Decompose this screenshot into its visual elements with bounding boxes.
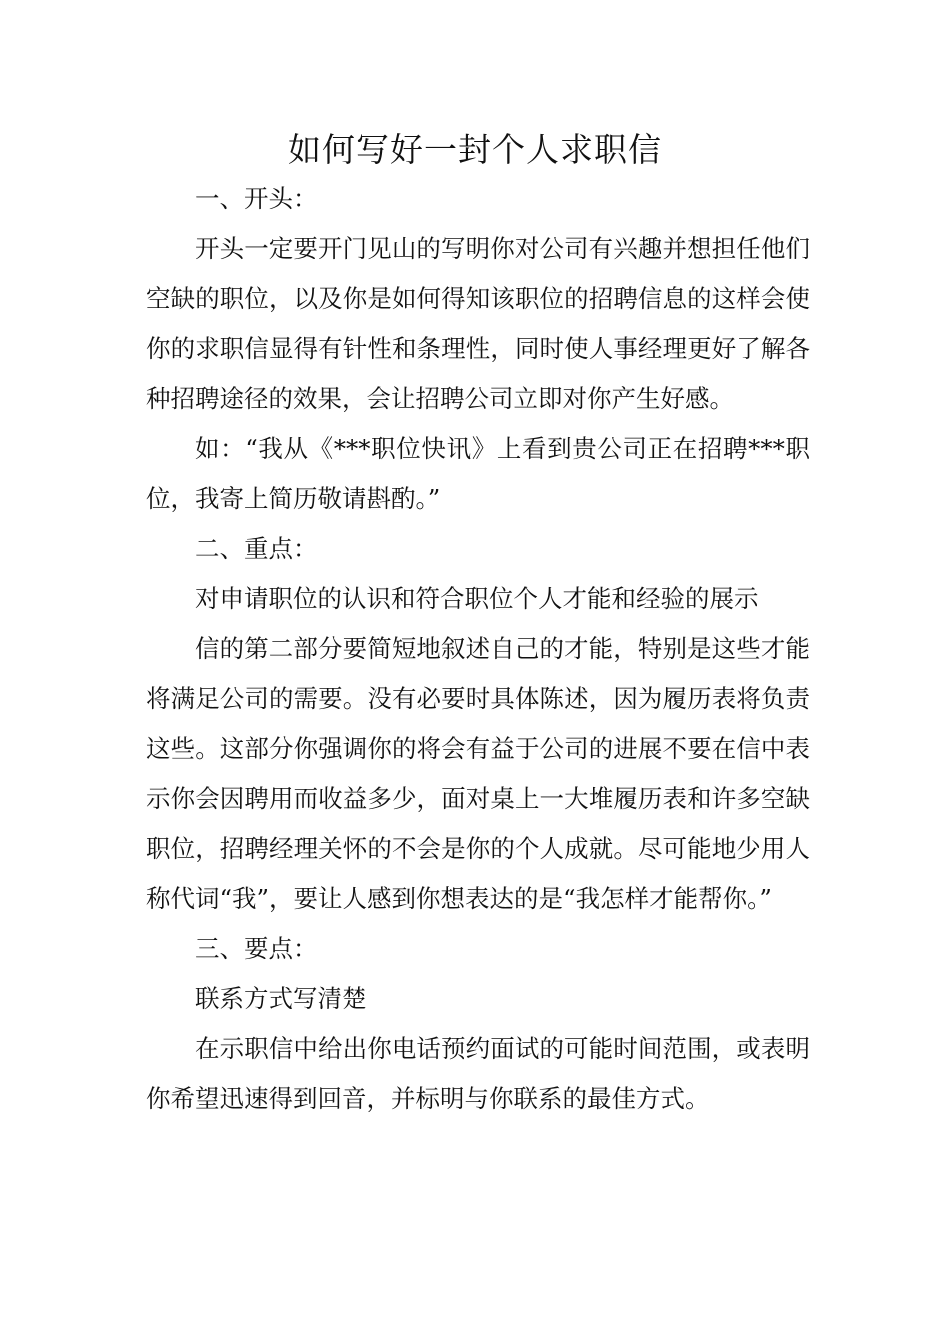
paragraph-focus: 信的第二部分要简短地叙述自己的才能，特别是这些才能将满足公司的需要。没有必要时具体陈述，因为履历表将负责这些。这部分你强调你的将会有益于公司的进展不要在信中表示你会因聘用而收益多少，面对桌上一大堆履历表和许多空缺职位，招聘经理关怀的不会是你的个人成就。尽可能地少用人称代词“我”，要让人感到你想表达的是“我怎样才能帮你。” [146,634,810,913]
page-title: 如何写好一封个人求职信 [288,130,662,169]
paragraph-opening: 开头一定要开门见山的写明你对公司有兴趣并想担任他们空缺的职位，以及你是如何得知该职位的招聘信息的这样会使你的求职信显得有针性和条理性，同时使人事经理更好了解各种招聘途径的效果，会让招聘公司立即对你产生好感。 [146,234,810,413]
section-heading-key-points: 三、要点： [195,934,318,963]
paragraph-contact-subtitle: 联系方式写清楚 [195,984,367,1013]
section-heading-focus: 二、重点： [195,534,318,563]
paragraph-example: 如：“我从《***职位快讯》上看到贵公司正在招聘***职位，我寄上简历敬请斟酌。” [146,434,810,513]
document-body [146,174,810,1124]
section-heading-opening: 一、开头： [195,184,318,213]
paragraph-focus-subtitle: 对申请职位的认识和符合职位个人才能和经验的展示 [195,584,759,613]
paragraph-contact: 在示职信中给出你电话预约面试的可能时间范围，或表明你希望迅速得到回音，并标明与你联系的最佳方式。 [146,1034,810,1113]
